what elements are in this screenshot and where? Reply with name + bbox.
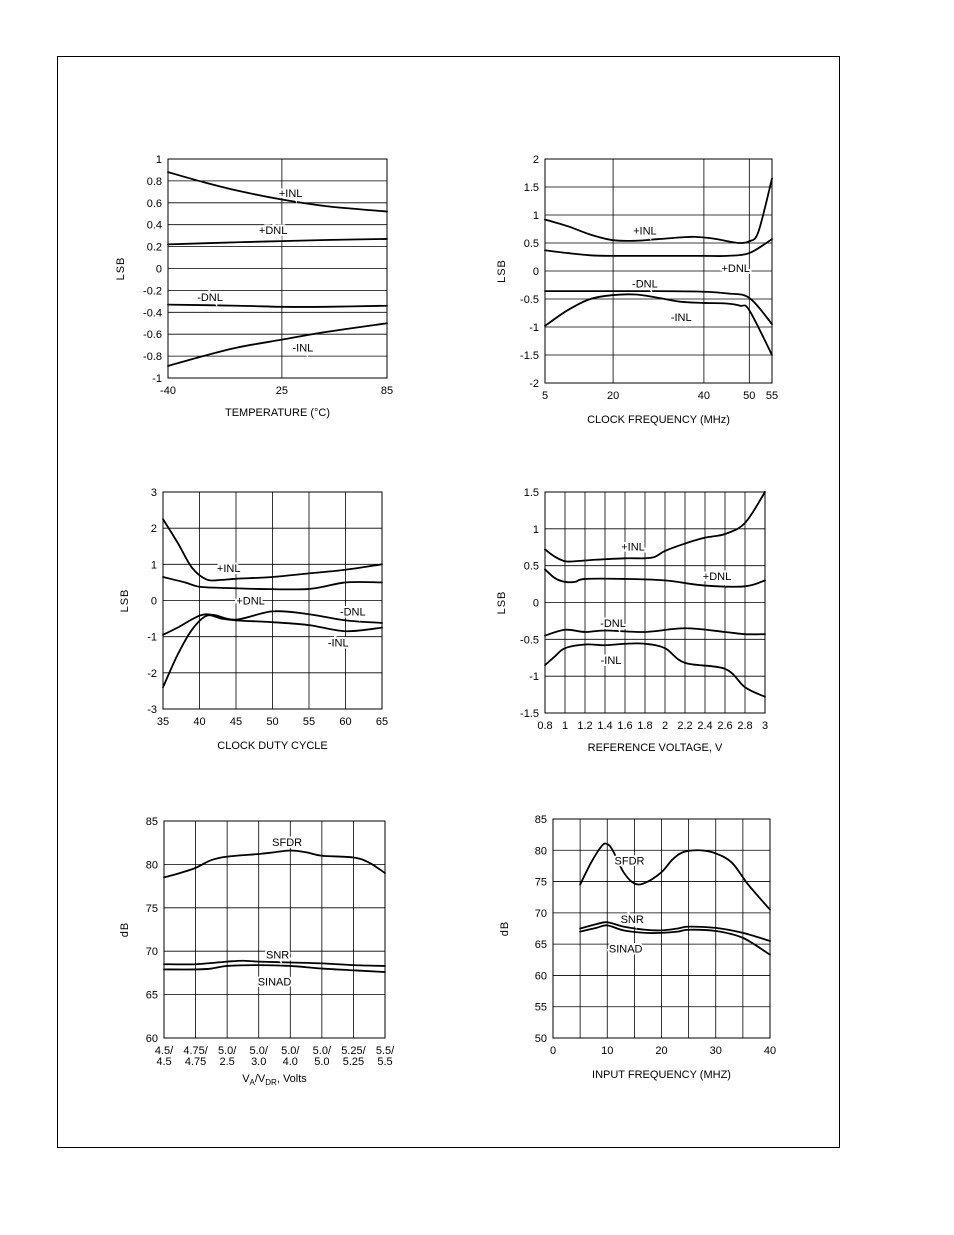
series-line-dnl [545, 239, 772, 256]
chart-3 [119, 487, 388, 752]
y-tick-label: 55 [534, 1001, 547, 1014]
y-tick-label: 1 [532, 210, 539, 222]
series-label: -DNL [197, 291, 223, 304]
chart-6 [499, 814, 776, 1081]
y-tick-label: 0.5 [523, 238, 539, 250]
y-tick-label: 75 [534, 876, 547, 889]
y-tick-label: -1.5 [520, 708, 539, 720]
series-line-dnl [545, 291, 772, 324]
y-tick-label: 75 [145, 902, 158, 915]
series-line-inl [168, 172, 387, 211]
series-line-sinad [164, 965, 385, 972]
plot-area [164, 821, 385, 1038]
x-tick-label: 3.0 [251, 1056, 267, 1068]
y-axis-label: LSB [119, 588, 131, 613]
x-tick-label: 5.5/ [375, 1045, 395, 1057]
x-tick-label: 5.0/ [281, 1045, 300, 1057]
y-tick-label: 65 [534, 939, 547, 952]
y-tick-label: 3 [150, 487, 157, 499]
series-line-sfdr [580, 843, 770, 909]
x-tick-label: 65 [375, 716, 389, 728]
series-label: -DNL [600, 618, 626, 631]
y-tick-label: 2 [532, 154, 539, 166]
series-label: SNR [620, 914, 644, 927]
y-tick-label: -0.4 [143, 307, 162, 320]
y-tick-label: 0.4 [146, 219, 162, 232]
y-tick-label: 70 [534, 907, 547, 920]
x-tick-label: 10 [601, 1045, 614, 1057]
x-tick-label: 20 [655, 1045, 668, 1057]
x-tick-label: 5.0/ [217, 1045, 237, 1057]
y-tick-label: 0 [532, 597, 539, 610]
x-tick-label: 2 [661, 720, 669, 732]
y-axis-label: LSB [115, 256, 127, 281]
series-label: +DNL [721, 263, 750, 276]
x-axis-label: CLOCK DUTY CYCLE [217, 740, 328, 752]
series-label: +INL [216, 562, 241, 575]
x-tick-label: 1.4 [597, 720, 613, 732]
series-label: SINAD [257, 976, 292, 989]
y-tick-label: -1 [529, 322, 539, 334]
y-tick-label: -0.2 [143, 285, 162, 298]
y-tick-label: -2 [529, 378, 539, 390]
y-tick-label: 1.5 [523, 487, 539, 499]
y-tick-label: 0 [155, 263, 162, 276]
x-tick-label: 5.0/ [249, 1045, 268, 1057]
x-axis-label: INPUT FREQUENCY (MHZ) [592, 1069, 731, 1081]
x-tick-label: 50 [266, 716, 279, 728]
series-line-dnl [168, 305, 387, 307]
x-tick-label: 4.75 [184, 1056, 207, 1068]
x-tick-label: 0.8 [537, 720, 553, 732]
x-tick-label: 5.0 [314, 1056, 330, 1068]
series-label: -INL [327, 637, 349, 650]
x-tick-label: 4.0 [282, 1056, 298, 1068]
chart-1 [115, 154, 393, 419]
x-tick-label: 5.0/ [312, 1045, 332, 1057]
y-tick-label: -1 [152, 373, 162, 385]
chart-4 [496, 487, 768, 754]
x-tick-label: 35 [156, 716, 170, 728]
x-tick-label: 40 [763, 1045, 777, 1057]
chart-2 [496, 154, 778, 426]
x-tick-label: 5 [541, 390, 549, 402]
x-tick-label: 4.5 [156, 1056, 172, 1068]
x-tick-label: 20 [606, 390, 620, 402]
x-tick-label: 3 [761, 720, 769, 732]
series-label: -INL [600, 654, 622, 667]
y-tick-label: 0 [150, 595, 157, 608]
series-line-inl [545, 179, 772, 243]
series-label: +INL [278, 187, 303, 200]
x-tick-label: 50 [743, 390, 756, 402]
y-tick-label: 50 [534, 1033, 547, 1045]
x-tick-label: 5.5 [377, 1056, 393, 1068]
x-tick-label: 40 [193, 716, 206, 728]
y-tick-label: 0.8 [146, 175, 162, 188]
x-axis-label: CLOCK FREQUENCY (MHz) [587, 414, 730, 426]
y-tick-label: 2 [150, 523, 157, 536]
y-axis-label: dB [499, 920, 511, 937]
x-tick-label: 60 [339, 716, 352, 728]
x-tick-label: 4.75/ [183, 1045, 208, 1057]
series-label: SFDR [272, 836, 303, 849]
y-axis-label: LSB [496, 259, 508, 283]
series-label: -INL [670, 311, 692, 324]
y-axis-label: LSB [496, 590, 508, 615]
y-tick-label: -0.5 [520, 634, 539, 647]
x-tick-label: 2.6 [717, 720, 733, 732]
chart-5 [119, 816, 395, 1087]
series-label: +INL [621, 541, 645, 554]
series-label: SFDR [614, 855, 645, 868]
series-label: +DNL [702, 570, 732, 583]
series-label: SINAD [608, 943, 643, 956]
y-tick-label: -0.6 [143, 329, 162, 342]
x-tick-label: 85 [380, 385, 394, 397]
x-tick-label: 1 [561, 720, 569, 732]
y-tick-label: -1 [147, 631, 157, 644]
x-tick-label: 55 [302, 716, 316, 728]
y-tick-label: 1.5 [523, 182, 539, 194]
x-tick-label: 0 [549, 1045, 557, 1057]
x-axis-label: $V_A/V_{DR}$, Volts [242, 1073, 307, 1087]
x-tick-label: 2.8 [737, 720, 753, 732]
y-tick-label: 0.6 [146, 197, 162, 210]
x-tick-label: 30 [709, 1045, 722, 1057]
y-tick-label: 1 [150, 559, 157, 572]
x-tick-label: 45 [229, 716, 243, 728]
series-line-inl [168, 323, 387, 366]
y-tick-label: 80 [145, 859, 158, 872]
x-tick-label: 55 [765, 390, 779, 402]
y-tick-label: -2 [147, 667, 157, 680]
x-tick-label: 2.2 [677, 720, 693, 732]
series-line-inl [545, 492, 765, 562]
y-tick-label: 80 [534, 845, 547, 858]
y-tick-label: -3 [147, 704, 157, 716]
y-tick-label: 70 [145, 946, 158, 959]
x-tick-label: 25 [275, 385, 289, 397]
series-line-dnl [545, 569, 765, 586]
x-tick-label: 2.5 [219, 1056, 235, 1068]
series-label: -DNL [339, 606, 366, 619]
y-tick-label: 0.2 [146, 241, 162, 254]
series-line-inl [545, 643, 765, 696]
y-tick-label: -1.5 [520, 350, 539, 362]
series-line-dnl [545, 628, 765, 635]
x-tick-label: 4.5/ [154, 1045, 174, 1057]
series-label: +DNL [258, 225, 288, 238]
x-tick-label: 1.6 [617, 720, 633, 732]
y-tick-label: 1 [532, 523, 539, 536]
series-label: SNR [266, 949, 290, 962]
y-tick-label: -1 [529, 671, 539, 684]
y-tick-label: 85 [534, 814, 547, 826]
series-line-inl [545, 294, 772, 355]
y-tick-label: 65 [145, 989, 158, 1002]
y-tick-label: 60 [145, 1033, 158, 1045]
x-tick-label: 5.25/ [341, 1045, 366, 1057]
x-axis-label: TEMPERATURE (°C) [224, 407, 331, 419]
x-tick-label: 5.25 [342, 1056, 365, 1068]
y-tick-label: 0.5 [523, 560, 539, 573]
x-tick-label: 1.2 [577, 720, 593, 732]
y-tick-label: 60 [534, 970, 547, 983]
y-tick-label: 0 [532, 266, 539, 278]
series-line-dnl [168, 239, 387, 244]
y-tick-label: -0.5 [520, 294, 539, 306]
x-tick-label: 2.4 [697, 720, 713, 732]
y-tick-label: 85 [145, 816, 158, 828]
y-tick-label: 1 [155, 154, 162, 166]
series-label: +INL [633, 225, 657, 238]
series-label: -DNL [632, 278, 658, 291]
x-tick-label: 40 [697, 390, 711, 402]
series-label: -INL [292, 342, 314, 355]
series-label: +DNL [236, 595, 265, 608]
y-tick-label: -0.8 [143, 351, 162, 364]
series-line-sfdr [164, 851, 385, 878]
x-tick-label: -40 [160, 385, 176, 397]
x-tick-label: 1.8 [637, 720, 653, 732]
y-axis-label: dB [119, 921, 131, 938]
x-axis-label: REFERENCE VOLTAGE, V [587, 742, 723, 754]
